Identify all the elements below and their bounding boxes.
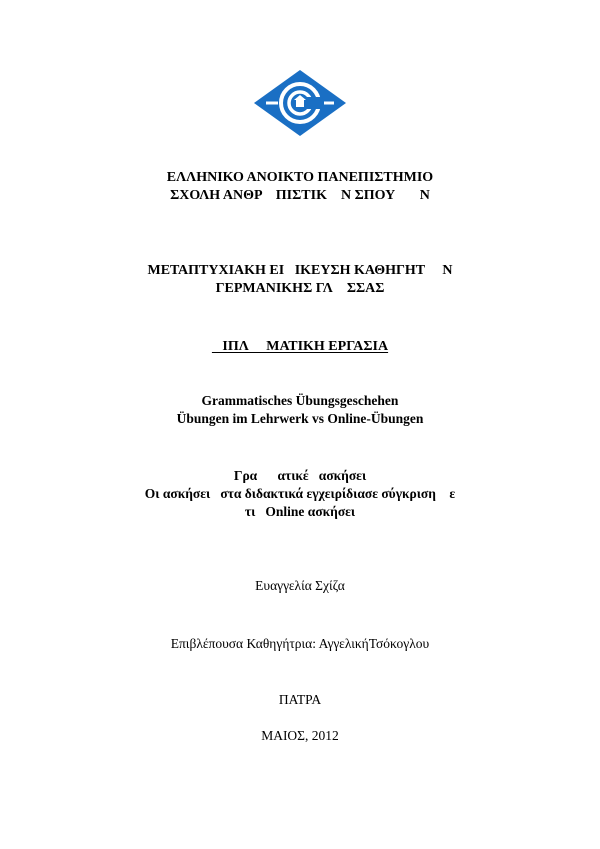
logo-house <box>296 100 304 107</box>
university-logo-icon <box>254 70 346 136</box>
logo-gap <box>306 97 326 109</box>
german-title-line-2: Übungen im Lehrwerk vs Online-Übungen <box>176 411 424 426</box>
german-title-line-1: Grammatisches Übungsgeschehen <box>201 393 399 408</box>
greek-title-line-2: Οι ασκήσει στα διδακτικά εγχειρίδιασε σύγκριση ε <box>144 486 456 501</box>
university-name: ΕΛΛΗΝΙΚΟ ΑΝΟΙΚΤΟ ΠΑΝΕΠΙΣΤΗΜΙΟ <box>166 170 434 185</box>
greek-title-line-3: τι Online ασκήσει <box>244 504 356 519</box>
supervisor: Επιβλέπουσα Καθηγήτρια: ΑγγελικήΤσόκογλου <box>170 636 430 651</box>
city: ΠΑΤΡΑ <box>278 692 322 707</box>
date: ΜΑΙΟΣ, 2012 <box>261 728 339 743</box>
thesis-type: ΙΠΛ ΜΑΤΙΚΗ ΕΡΓΑΣΙΑ <box>211 339 389 354</box>
program-line-2: ΓΕΡΜΑΝΙΚΗΣ ΓΛ ΣΣΑΣ <box>215 281 385 296</box>
greek-title-line-1: Γρα ατικέ ασκήσει <box>233 468 367 483</box>
school-name: ΣΧΟΛΗ ΑΝΘΡ ΠΙΣΤΙΚ Ν ΣΠΟΥ Ν <box>170 188 430 203</box>
author-name: Ευαγγελία Σχίζα <box>255 578 345 593</box>
program-line-1: ΜΕΤΑΠΤΥΧΙΑΚΗ ΕΙ ΙΚΕΥΣΗ ΚΑΘΗΓΗΤ Ν <box>147 263 453 278</box>
